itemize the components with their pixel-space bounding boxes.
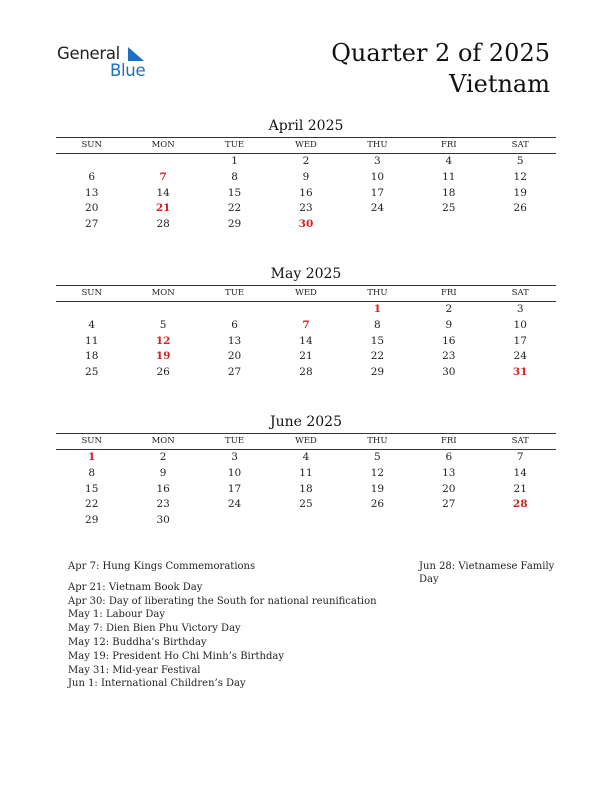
holiday-note: Jun 28: Vietnamese Family Day [419,561,555,586]
weekday-label: SAT [511,140,529,150]
day-cell: 29 [227,218,242,231]
day-cell: 27 [227,366,242,379]
day-cell: 18 [85,350,99,363]
day-cell: 27 [85,218,99,231]
day-cell: 16 [299,186,313,199]
day-cell: 24 [513,350,527,363]
page-title [331,38,550,100]
empty-day-cell [56,302,127,318]
day-cell: 28 [156,218,170,231]
day-cell: 22 [85,498,99,511]
day-cell: 25 [85,366,99,379]
month-calendar-may [56,265,556,381]
day-cell: 15 [227,186,242,199]
day-cell: 2 [302,155,310,167]
holiday-note: May 12: Buddha’s Birthday [68,636,207,648]
week-row [56,201,556,217]
holiday-note: Apr 7: Hung Kings Commemorations [68,561,256,572]
weekday-label: SUN [81,140,102,150]
generalblue-logo [57,44,157,84]
week-row [56,302,556,318]
day-cell: 30 [156,514,170,527]
day-cell: 12 [513,170,527,183]
day-cell: 26 [513,202,527,215]
month-calendar-june [56,413,556,529]
day-cell: 3 [231,451,238,463]
day-cell: 22 [227,202,242,215]
day-cell: 10 [370,170,385,183]
day-cell: 10 [513,318,527,331]
day-cell: 15 [85,482,99,495]
empty-day-cell [413,217,484,233]
weekday-label: FRI [440,436,457,446]
day-cell: 11 [442,170,456,183]
month-title: June 2025 [269,414,342,430]
day-cell: 19 [513,186,527,199]
weekday-label: SUN [81,436,102,446]
week-row [56,497,556,513]
month-title: April 2025 [268,118,344,134]
day-cell: 2 [159,451,167,463]
holiday-note: May 31: Mid-year Festival [68,664,201,676]
day-cell: 26 [156,366,170,379]
month-title: May 2025 [270,266,342,282]
holiday-day-cell: 21 [155,202,171,215]
day-cell: 10 [227,466,242,479]
weekday-label: THU [367,140,388,150]
week-row [56,513,556,529]
day-cell: 20 [227,350,242,363]
day-cell: 23 [156,498,170,511]
week-row [56,349,556,365]
day-cell: 29 [85,514,99,527]
week-row [56,450,556,466]
day-cell: 5 [159,318,167,331]
week-row [56,186,556,202]
holiday-day-cell: 7 [159,170,167,183]
day-cell: 14 [513,466,527,479]
holiday-note: Apr 21: Vietnam Book Day [68,581,203,593]
weekday-label: TUE [225,288,245,298]
day-cell: 13 [442,466,456,479]
logo-text-general: General [57,44,120,63]
weekday-label: THU [367,288,388,298]
day-cell: 17 [513,334,527,347]
weekday-label: SAT [511,288,529,298]
day-cell: 17 [370,186,385,199]
weekday-header [56,433,556,450]
day-cell: 11 [299,466,313,479]
day-cell: 19 [370,482,385,495]
day-cell: 26 [370,498,385,511]
holiday-day-cell: 1 [373,303,382,315]
weekday-label: TUE [225,436,245,446]
day-cell: 30 [442,366,456,379]
day-cell: 24 [370,202,385,215]
day-cell: 23 [442,350,456,363]
weekday-header [56,137,556,154]
day-cell: 18 [442,186,456,199]
weekday-label: WED [295,436,317,446]
day-cell: 20 [442,482,456,495]
empty-day-cell [199,302,270,318]
weekday-label: MON [151,436,175,446]
day-cell: 9 [302,170,310,183]
week-row [56,217,556,233]
day-cell: 24 [227,498,242,511]
weekday-label: FRI [440,140,457,150]
day-cell: 16 [442,334,456,347]
weekday-label: THU [367,436,388,446]
holiday-notes-left [68,560,408,691]
day-cell: 6 [231,318,238,331]
day-cell: 4 [88,318,96,331]
day-cell: 20 [85,202,99,215]
empty-day-cell [485,513,556,529]
holiday-day-cell: 1 [88,451,96,463]
empty-day-cell [270,513,341,529]
day-cell: 29 [370,366,385,379]
day-cell: 4 [445,155,453,167]
day-cell: 1 [231,155,238,167]
logo-text-blue: Blue [110,61,146,80]
empty-day-cell [342,217,413,233]
holiday-day-cell: 28 [512,498,528,511]
holiday-day-cell: 31 [512,366,528,379]
weekday-label: MON [151,140,175,150]
week-row [56,482,556,498]
weekday-label: WED [295,288,317,298]
day-cell: 14 [156,186,170,199]
weekday-label: TUE [225,140,245,150]
holiday-day-cell: 19 [155,350,171,363]
day-cell: 6 [445,451,453,463]
day-cell: 8 [231,170,238,183]
holiday-note: Jun 1: International Children’s Day [68,678,246,690]
day-cell: 22 [370,350,385,363]
weekday-label: FRI [440,288,457,298]
day-cell: 5 [374,451,381,463]
day-cell: 12 [370,466,385,479]
day-cell: 25 [442,202,456,215]
day-cell: 15 [370,334,385,347]
title-quarter: Quarter 2 of 2025 [331,39,550,67]
day-cell: 13 [85,186,99,199]
week-row [56,466,556,482]
holiday-note: May 7: Dien Bien Phu Victory Day [68,623,241,635]
day-cell: 2 [445,303,453,315]
day-cell: 7 [516,451,524,463]
day-cell: 21 [513,482,527,495]
day-cell: 6 [88,170,96,183]
holiday-notes-right [419,560,559,587]
day-cell: 9 [159,466,167,479]
day-cell: 11 [85,334,99,347]
holiday-day-cell: 12 [155,334,171,347]
day-cell: 14 [299,334,313,347]
day-cell: 5 [516,155,524,167]
day-cell: 21 [299,350,313,363]
empty-day-cell [342,513,413,529]
month-calendar-april [56,117,556,233]
day-cell: 8 [88,466,96,479]
day-cell: 8 [374,318,381,331]
empty-day-cell [485,217,556,233]
week-row [56,318,556,334]
empty-day-cell [127,154,198,170]
weekday-label: SAT [511,436,529,446]
week-row [56,365,556,381]
holiday-note: May 1: Labour Day [68,609,165,621]
day-cell: 4 [302,451,310,463]
week-row [56,170,556,186]
weekday-label: MON [151,288,175,298]
day-cell: 23 [299,202,313,215]
day-cell: 18 [299,482,313,495]
week-row [56,154,556,170]
day-cell: 27 [442,498,456,511]
holiday-day-cell: 30 [298,218,314,231]
empty-day-cell [413,513,484,529]
empty-day-cell [199,513,270,529]
holiday-note: Apr 30: Day of liberating the South for national reunification [68,595,377,607]
title-country: Vietnam [449,70,550,98]
day-cell: 3 [516,303,524,315]
empty-day-cell [56,154,127,170]
empty-day-cell [270,302,341,318]
weekday-label: WED [295,140,317,150]
weekday-label: SUN [81,288,102,298]
day-cell: 3 [374,155,381,167]
day-cell: 16 [156,482,170,495]
week-row [56,334,556,350]
day-cell: 9 [445,318,453,331]
empty-day-cell [127,302,198,318]
holiday-note: May 19: President Ho Chi Minh’s Birthday [68,650,285,662]
holiday-day-cell: 7 [302,318,310,331]
weekday-header [56,285,556,302]
day-cell: 28 [299,366,313,379]
day-cell: 13 [227,334,242,347]
day-cell: 17 [227,482,242,495]
day-cell: 25 [299,498,313,511]
